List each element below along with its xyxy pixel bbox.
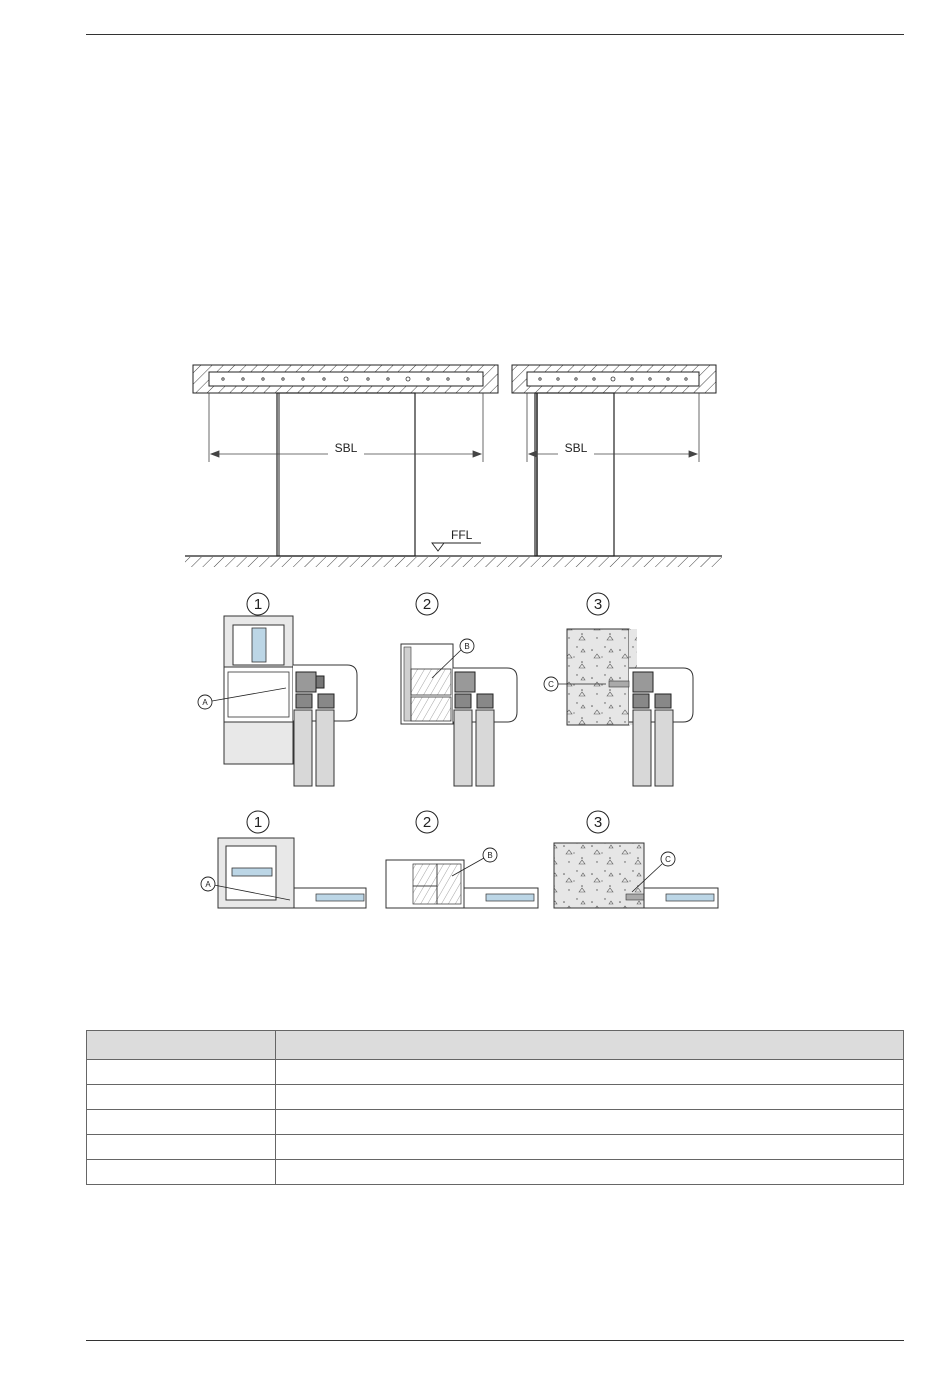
callout-a-top: A [202, 698, 208, 707]
top-track-right [527, 372, 699, 386]
table-cell [87, 1060, 276, 1085]
callout-c-bottom: C [665, 855, 671, 864]
table-cell [276, 1085, 904, 1110]
table-cell [87, 1160, 276, 1185]
callout-b-top: B [464, 642, 470, 651]
table-cell [87, 1110, 276, 1135]
table-cell [87, 1085, 276, 1110]
detail-1-plan [201, 838, 366, 908]
table-cell [276, 1135, 904, 1160]
table-header-row [87, 1031, 904, 1060]
detail-number-1-bottom [247, 811, 269, 833]
table-row [87, 1085, 904, 1110]
detail-number-1-top [247, 593, 269, 615]
callout-a-bottom: A [205, 880, 211, 889]
sbl-label-left: SBL [334, 441, 358, 455]
svg-text:2: 2 [422, 814, 432, 831]
sbl-label-right: SBL [564, 441, 588, 455]
svg-text:2: 2 [422, 596, 432, 613]
detail-2-plan [386, 848, 538, 908]
table-cell [276, 1110, 904, 1135]
ffl-label: FFL [451, 528, 473, 542]
table-row [87, 1060, 904, 1085]
table-cell [276, 1160, 904, 1185]
svg-text:3: 3 [593, 814, 603, 831]
detail-number-2-top [416, 593, 438, 615]
detail-2-section [401, 639, 517, 786]
detail-number-3-top [587, 593, 609, 615]
detail-number-2-bottom [416, 811, 438, 833]
panel-right [535, 393, 614, 556]
top-track-left [209, 372, 483, 386]
footer-rule [86, 1340, 904, 1341]
detail-row-bottom [201, 811, 718, 908]
ffl-marker [432, 543, 444, 551]
table-header-cell [87, 1031, 276, 1060]
table-header-cell [276, 1031, 904, 1060]
detail-3-plan [554, 843, 718, 908]
panel-left [277, 393, 415, 556]
table-row [87, 1110, 904, 1135]
table-cell [276, 1060, 904, 1085]
detail-3-section [544, 629, 693, 786]
floor-hatch [185, 557, 722, 567]
specification-table [86, 1030, 904, 1185]
overview-elevation [185, 365, 722, 567]
table-cell [87, 1135, 276, 1160]
detail-1-section [198, 616, 357, 786]
callout-b-bottom: B [487, 851, 493, 860]
svg-text:1: 1 [253, 596, 263, 613]
svg-text:3: 3 [593, 596, 603, 613]
table-row [87, 1135, 904, 1160]
svg-text:1: 1 [253, 814, 263, 831]
detail-row-top [198, 593, 693, 786]
callout-c-top: C [548, 680, 554, 689]
table-row [87, 1160, 904, 1185]
detail-number-3-bottom [587, 811, 609, 833]
